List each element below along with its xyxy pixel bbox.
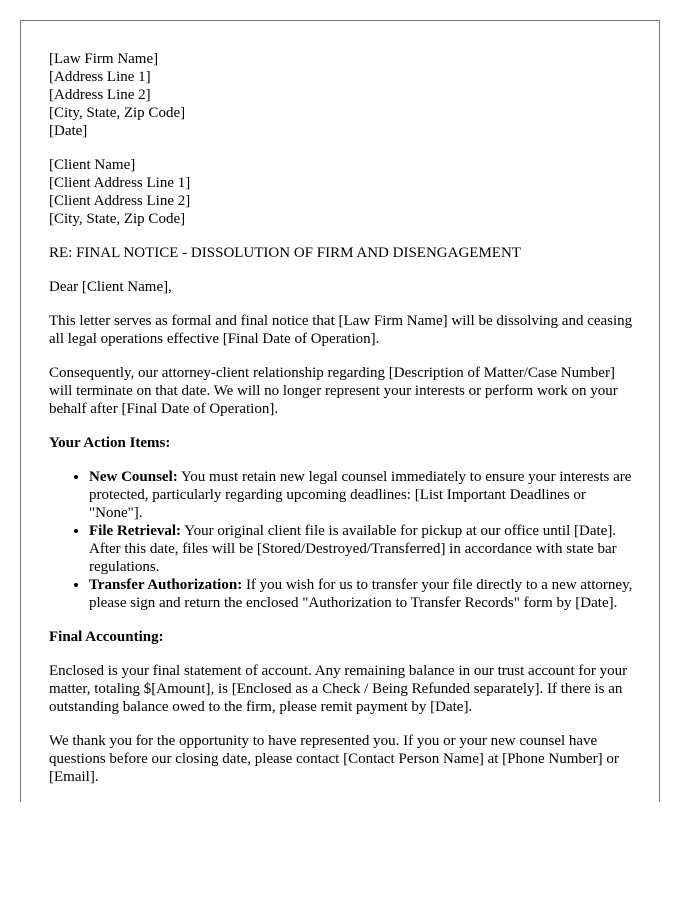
recipient-line: [Client Name] [49, 157, 136, 173]
closing-paragraph: We thank you for the opportunity to have represented you. If you or your new counsel have questions before our closing date, please contact [Contact Person Name] at [Phone Number] or [Email]. [49, 733, 619, 785]
list-item-title: New Counsel: [89, 469, 178, 485]
sender-address-block [49, 50, 641, 140]
list-item-text: Your original client file is available for pickup at our office until [Date]. After this date, files will be [Stored/Destroyed/Transferred] in accordance with state bar regulations. [89, 523, 617, 575]
list-item [89, 522, 641, 576]
letter-date: [Date] [49, 123, 88, 139]
list-item-title: File Retrieval: [89, 523, 182, 539]
list-item-text: If you wish for us to transfer your file directly to a new attorney, please sign and return the enclosed "Authorization to Transfer Records" form by [Date]. [89, 577, 633, 611]
body-paragraph: This letter serves as formal and final notice that [Law Firm Name] will be dissolving and ceasing all legal operations effective [Final Date of Operation]. [49, 313, 633, 347]
list-item-text: You must retain new legal counsel immediately to ensure your interests are protected, particularly regarding upcoming deadlines: [List Important Deadlines or "None"]. [89, 469, 632, 521]
sender-line: [Address Line 2] [49, 87, 151, 103]
action-items-list [49, 468, 641, 612]
recipient-line: [Client Address Line 1] [49, 175, 191, 191]
final-accounting-heading: Final Accounting: [49, 629, 164, 645]
recipient-line: [City, State, Zip Code] [49, 211, 186, 227]
list-item [89, 576, 641, 612]
sender-line: [Law Firm Name] [49, 51, 159, 67]
body-paragraph: Consequently, our attorney-client relationship regarding [Description of Matter/Case Number] will terminate on that date. We will no longer represent your interests or perform work on your behalf after [Final Date of Operation]. [49, 365, 618, 417]
sender-line: [Address Line 1] [49, 69, 151, 85]
letter-page [20, 20, 660, 802]
subject-line: RE: FINAL NOTICE - DISSOLUTION OF FIRM AND DISENGAGEMENT [49, 245, 521, 261]
recipient-line: [Client Address Line 2] [49, 193, 191, 209]
sender-line: [City, State, Zip Code] [49, 105, 186, 121]
letter-content [49, 50, 641, 802]
final-accounting-paragraph: Enclosed is your final statement of account. Any remaining balance in our trust account for your matter, totaling $[Amount], is [Enclosed as a Check / Being Refunded separately]. If there is an outstanding balance owed to the firm, please remit payment by [Date]. [49, 663, 628, 715]
list-item-title: Transfer Authorization: [89, 577, 243, 593]
list-item [89, 468, 641, 522]
salutation: Dear [Client Name], [49, 279, 172, 295]
action-items-heading: Your Action Items: [49, 435, 171, 451]
recipient-address-block [49, 156, 641, 228]
